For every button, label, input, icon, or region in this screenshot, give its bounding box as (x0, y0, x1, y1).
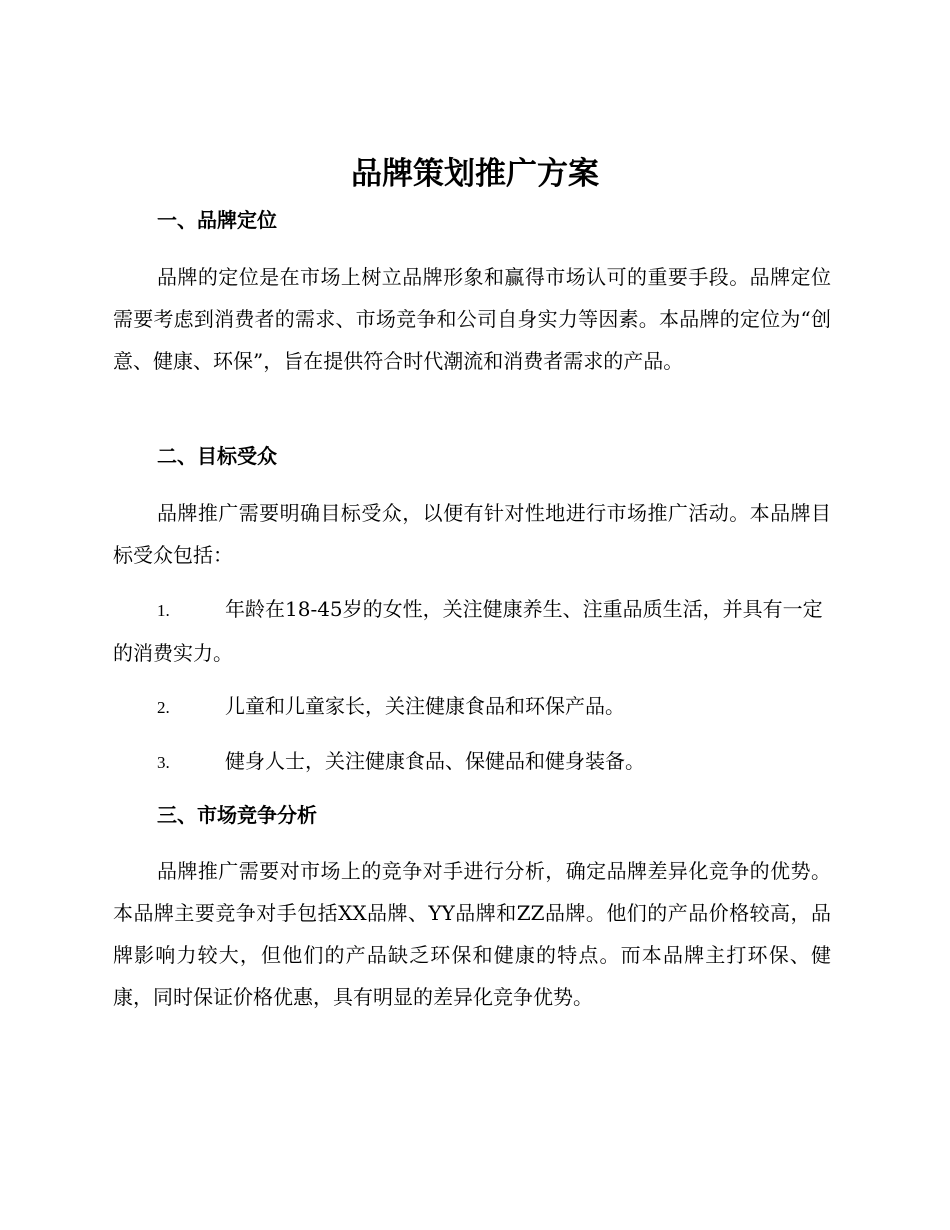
list-item-number: 3. (157, 753, 170, 772)
list-item (113, 588, 831, 674)
list-item-text: 健身人士，关注健康食品、保健品和健身装备。 (225, 749, 645, 773)
section-heading-competition-analysis: 三、市场竞争分析 (157, 803, 317, 827)
list-item-number: 2. (157, 698, 170, 717)
section-paragraph-brand-positioning: 品牌的定位是在市场上树立品牌形象和赢得市场认可的重要手段。品牌定位需要考虑到消费者的需求、市场竞争和公司自身实力等因素。本品牌的定位为“创意、健康、环保”，旨在提供符合时代潮流和消费者需求的产品。 (113, 265, 831, 373)
list-item (113, 685, 831, 729)
document-title: 品牌策划推广方案 (351, 156, 599, 192)
list-item-text: 年龄在18-45岁的女性，关注健康养生、注重品质生活，并具有一定的消费实力。 (113, 597, 823, 665)
section-heading-brand-positioning: 一、品牌定位 (157, 208, 277, 232)
list-item (113, 740, 831, 784)
section-paragraph-competition-analysis: 品牌推广需要对市场上的竞争对手进行分析，确定品牌差异化竞争的优势。本品牌主要竞争对手包括XX品牌、YY品牌和ZZ品牌。他们的产品价格较高，品牌影响力较大，但他们的产品缺乏环保和健康的特点。而本品牌主打环保、健康，同时保证价格优惠，具有明显的差异化竞争优势。 (113, 859, 831, 1009)
list-item-number: 1. (157, 601, 170, 620)
section-heading-target-audience: 二、目标受众 (157, 444, 277, 468)
list-item-text: 儿童和儿童家长，关注健康食品和环保产品。 (225, 694, 625, 718)
section-paragraph-target-audience: 品牌推广需要明确目标受众，以便有针对性地进行市场推广活动。本品牌目标受众包括： (113, 501, 831, 567)
